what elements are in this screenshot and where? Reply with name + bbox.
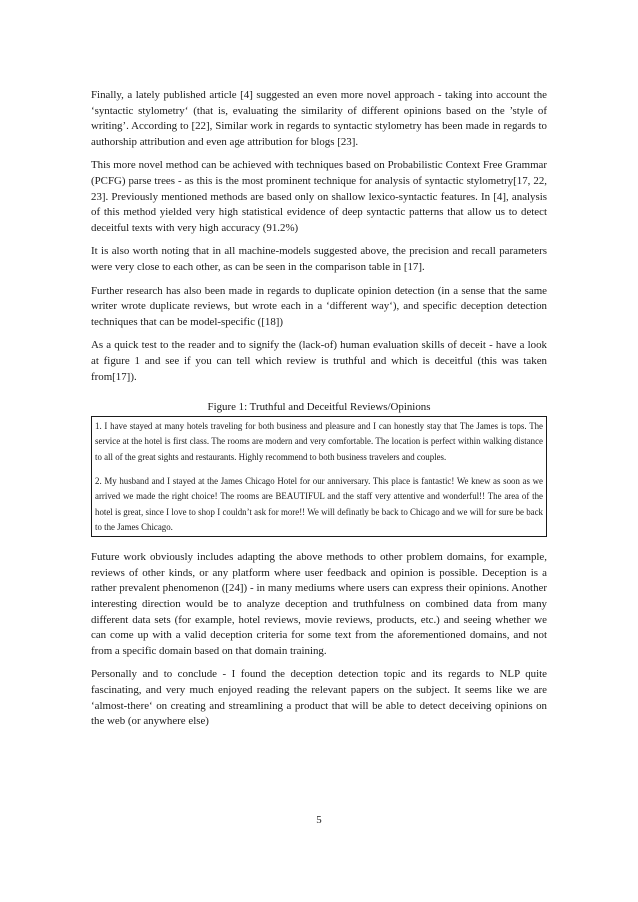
paragraph-pcfg-method: This more novel method can be achieved with techniques based on Probabilistic Context Free Grammar (PCFG) parse trees - as this is the most prominent technique for analysis of syntactic stylometry[17, 22, 23]. Previously mentioned methods are based only on shallow lexico-syntactic features. In [4], analysis of this method yielded very high statistical evidence of deep syntactic patterns that allow us to detect deceitful texts with very high accuracy (91.2%) <box>91 159 547 234</box>
paragraph-future-work: Future work obviously includes adapting the above methods to other problem domains, for example, reviews of other kinds, or any platform where user feedback and opinion is possible. Deception is a rather prevalent phenomenon ([24]) - in many mediums where users can express their opinions. Another interesting direction would be to analyze deception and truthfulness on combined data from many different data sets (for example, hotel reviews, movie reviews, products, etc.) and seeing whether we can come up with a valid deception criteria for some text from the aforementioned domains, and not from a specific domain based on that domain training. <box>91 551 547 657</box>
paragraph-syntactic-stylometry: Finally, a lately published article [4] suggested an even more novel approach - taking into account the ‘syntactic stylometry‘ (that is, evaluating the similarity of different opinions based on the ’style of writing’. According to [22], Similar work in regards to syntactic stylometry has been made in regards to authorship attribution and even age attribution for blogs [23]. <box>91 89 547 148</box>
review-2: 2. My husband and I stayed at the James Chicago Hotel for our anniversary. This place is fantastic! We knew as soon as we arrived we made the right choice! The rooms are BEAUTIFUL and the staff very attentive and wonderful!! The area of the hotel is great, since I love to shop I couldn’t ask for more!! We will definatly be back to Chicago and we will for sure be back to the James Chicago. <box>95 475 543 532</box>
page-number: 5 <box>316 814 322 826</box>
figure-1 <box>91 400 547 537</box>
figure-caption: Figure 1: Truthful and Deceitful Reviews/Opinions <box>207 401 431 414</box>
paragraph-precision-recall: It is also worth noting that in all machine-models suggested above, the precision and recall parameters were very close to each other, as can be seen in the comparison table in [17]. <box>91 245 547 273</box>
page-content <box>91 88 547 738</box>
figure-reviews-box <box>91 416 547 537</box>
review-1: 1. I have stayed at many hotels traveling for both business and pleasure and I can honestly stay that The James is tops. The service at the hotel is first class. The rooms are modern and very comfortable. The location is perfect within walking distance to all of the great sights and restaurants. Highly recommend to both business travelers and couples. <box>95 421 543 462</box>
paragraph-conclusion: Personally and to conclude - I found the deception detection topic and its regards to NLP quite fascinating, and very much enjoyed reading the relevant papers on the subject. It seems like we are ‘almost-there‘ on creating and streamlining a product that will be able to detect deceiving opinions on the web (or anywhere else) <box>91 668 547 728</box>
conclusion-section <box>91 550 547 730</box>
paragraph-reader-test: As a quick test to the reader and to signify the (lack-of) human evaluation skills of deceit - have a look at figure 1 and see if you can tell which review is truthful and which is deceitful (this was taken from[17]). <box>91 339 547 383</box>
paragraph-duplicate-detection: Further research has also been made in regards to duplicate opinion detection (in a sense that the same writer wrote duplicate reviews, but wrote each in a ‘different way‘), and specific deception detection techniques that can be model-specific ([18]) <box>91 284 547 328</box>
review-separator <box>95 465 543 474</box>
